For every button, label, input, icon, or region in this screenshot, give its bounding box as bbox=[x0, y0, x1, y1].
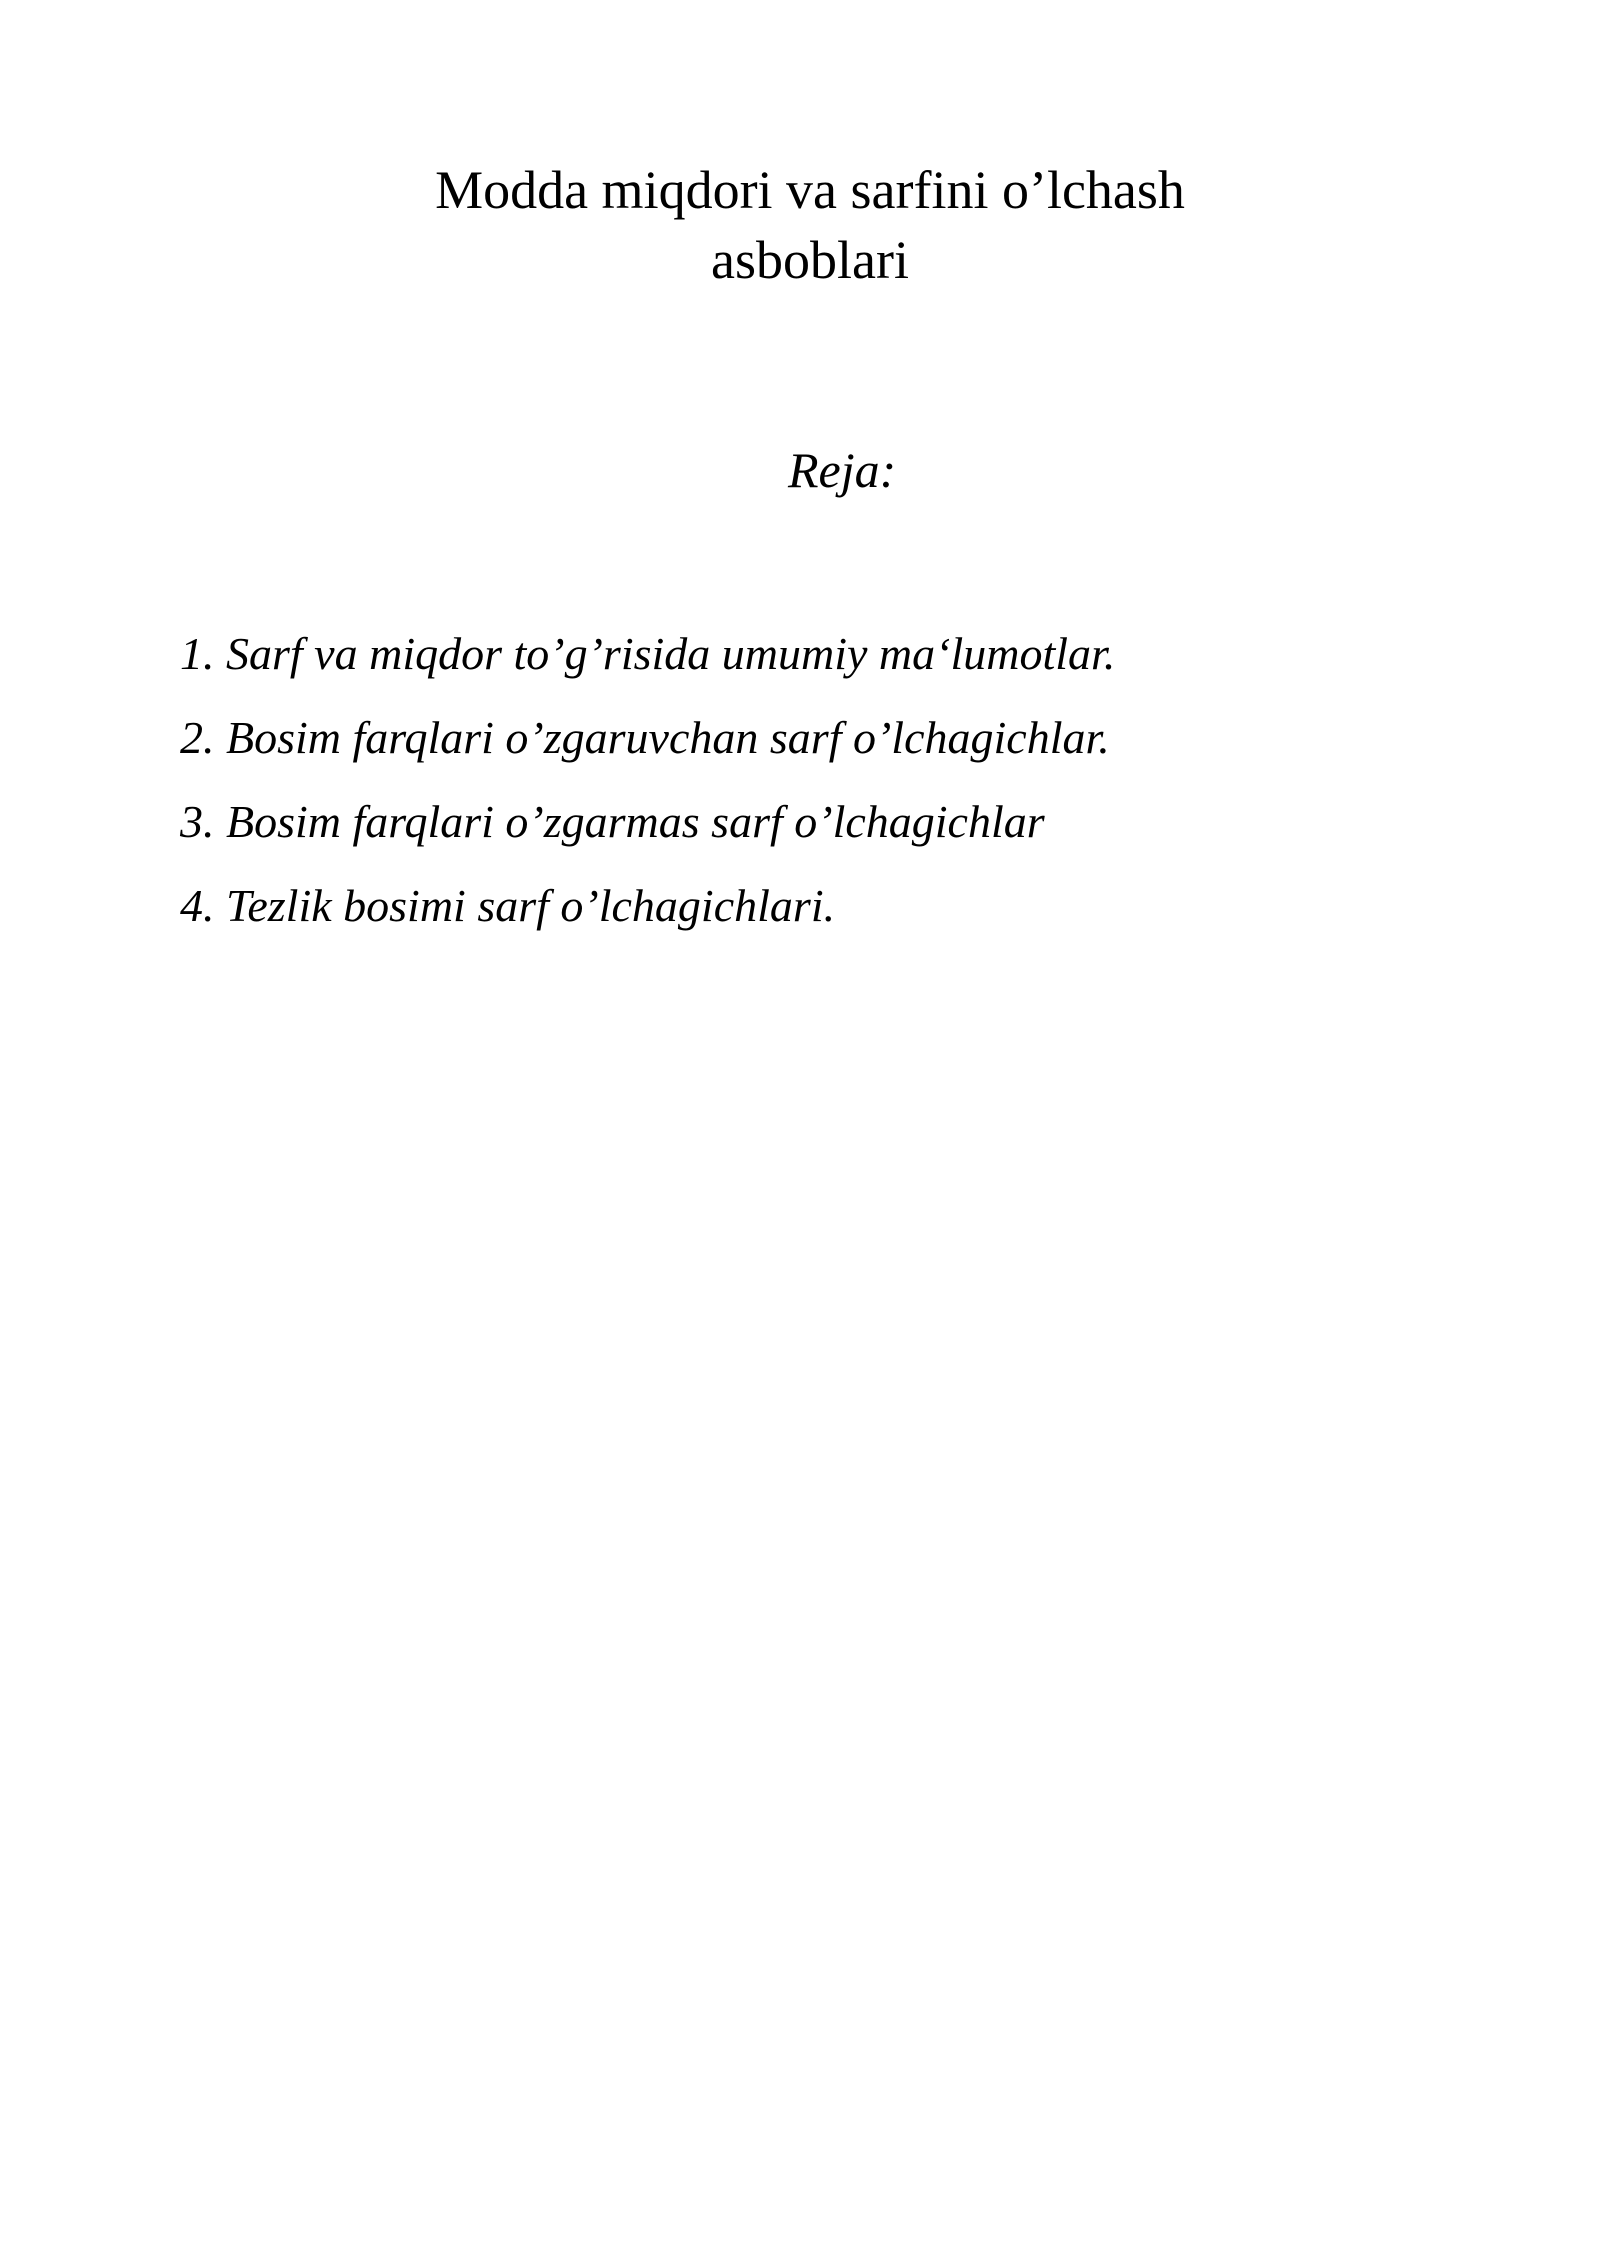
document-title-line2: asboblari bbox=[711, 230, 909, 290]
plan-heading: Reja: bbox=[788, 442, 897, 498]
document-title-line1: Modda miqdori va sarfini o’lchash bbox=[435, 160, 1185, 220]
plan-item-1: 1. Sarf va miqdor to’g’risida umumiy ma‘lumotlar. bbox=[180, 628, 1116, 679]
plan-item-4: 4. Tezlik bosimi sarf o’lchagichlari. bbox=[180, 880, 836, 931]
plan-list bbox=[180, 612, 1115, 948]
plan-item-2: 2. Bosim farqlari o’zgaruvchan sarf o’lchagichlar. bbox=[180, 712, 1110, 763]
plan-item-3: 3. Bosim farqlari o’zgarmas sarf o’lchagichlar bbox=[180, 796, 1045, 847]
